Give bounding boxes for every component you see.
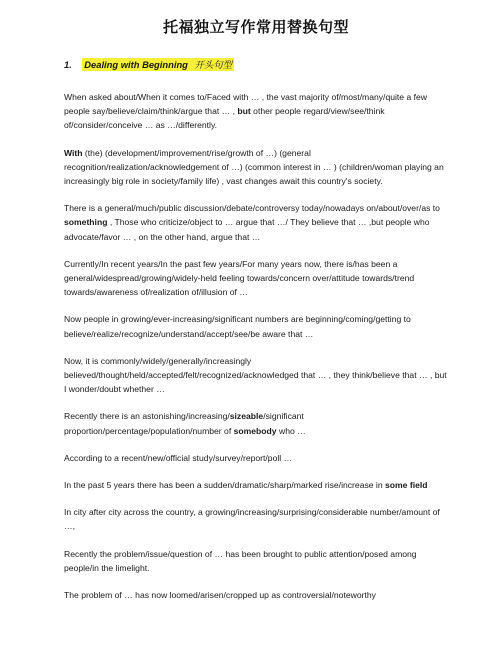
paragraph-text: There is a general/much/public discussion/debate/controversy today/nowadays on/about/over/as to	[64, 203, 440, 214]
section-number: 1.	[64, 59, 72, 70]
sentence-pattern-paragraph	[64, 547, 448, 575]
paragraph-text: Now people in growing/ever-increasing/significant numbers are beginning/coming/getting to believe/realize/recognize/understand/accept/see/be aware that …	[64, 314, 411, 339]
paragraph-text: In the past 5 years there has been a sudden/dramatic/sharp/marked rise/increase in	[64, 480, 386, 491]
sentence-pattern-paragraph	[64, 146, 448, 189]
paragraph-text: In city after city across the country, a growing/increasing/surprising/considerable number/amount of …,	[64, 507, 440, 532]
paragraph-text: Recently there is an astonishing/increasing/	[64, 411, 230, 422]
bold-keyword: but	[237, 106, 251, 117]
sentence-pattern-paragraph	[64, 505, 448, 533]
paragraph-text: When asked about/When it comes to/Faced with … , the vast majority of/most/many/quite a few people say/believe/claim/think/argue that … ,	[64, 92, 428, 117]
paragraph-text: Recently the problem/issue/question of … has been brought to public attention/posed among people/in the limelight.	[64, 548, 417, 573]
bold-keyword: something	[64, 217, 108, 228]
paragraph-text: (the) (development/improvement/rise/growth of …) (general recognition/realization/acknowledgement of …) (common interest in … ) (children/woman playing an increasingly big role in society/family life) , vast changes await this country's society.	[64, 147, 444, 187]
sentence-pattern-paragraph	[64, 257, 448, 300]
sentence-pattern-paragraph	[64, 409, 448, 437]
paragraph-text: The problem of … has now loomed/arisen/cropped up as controversial/noteworthy	[64, 590, 376, 601]
paragraph-text: Currently/In recent years/In the past few years/For many years now, there is/has been a general/widespread/growing/widely-held feeling towards/concern over/attitude towards/trend towards/awareness of/realization of/illusion of …	[64, 258, 415, 298]
section-heading	[64, 59, 448, 72]
sentence-pattern-paragraph	[64, 588, 448, 602]
paragraph-text: other people regard/view/see/think of/consider/conceive … as …/differently.	[64, 106, 385, 131]
section-title-highlight	[82, 58, 234, 71]
bold-keyword: sizeable	[229, 411, 264, 422]
paragraph-text: , Those who criticize/object to … argue that …/ They believe that … ,but people who advocate/favor … , on the other hand, argue that …	[64, 217, 430, 242]
sentence-pattern-paragraph	[64, 478, 448, 492]
section-title-zh: 开头句型	[194, 60, 233, 71]
bold-keyword: some field	[385, 480, 428, 491]
document-title: 托福独立写作常用替换句型	[162, 18, 349, 36]
sentence-pattern-paragraph	[64, 201, 448, 244]
paragraph-text: According to a recent/new/official study/survey/report/poll …	[64, 452, 293, 463]
sentence-pattern-paragraph	[64, 354, 448, 397]
paragraph-text: who …	[276, 425, 306, 436]
sentence-pattern-paragraph	[64, 90, 448, 133]
section-title-en: Dealing with Beginning	[84, 59, 188, 70]
sentence-pattern-paragraph	[64, 312, 448, 340]
sentence-pattern-paragraph	[64, 451, 448, 465]
paragraph-list	[64, 90, 448, 602]
bold-keyword: somebody	[233, 425, 277, 436]
paragraph-text: Now, it is commonly/widely/generally/increasingly believed/thought/held/accepted/felt/recognized/acknowledged that … , they think/believe that … , but I wonder/doubt whether …	[64, 355, 447, 395]
paragraph-text: /significant proportion/percentage/population/number of	[64, 411, 304, 436]
bold-keyword: With	[64, 147, 83, 158]
